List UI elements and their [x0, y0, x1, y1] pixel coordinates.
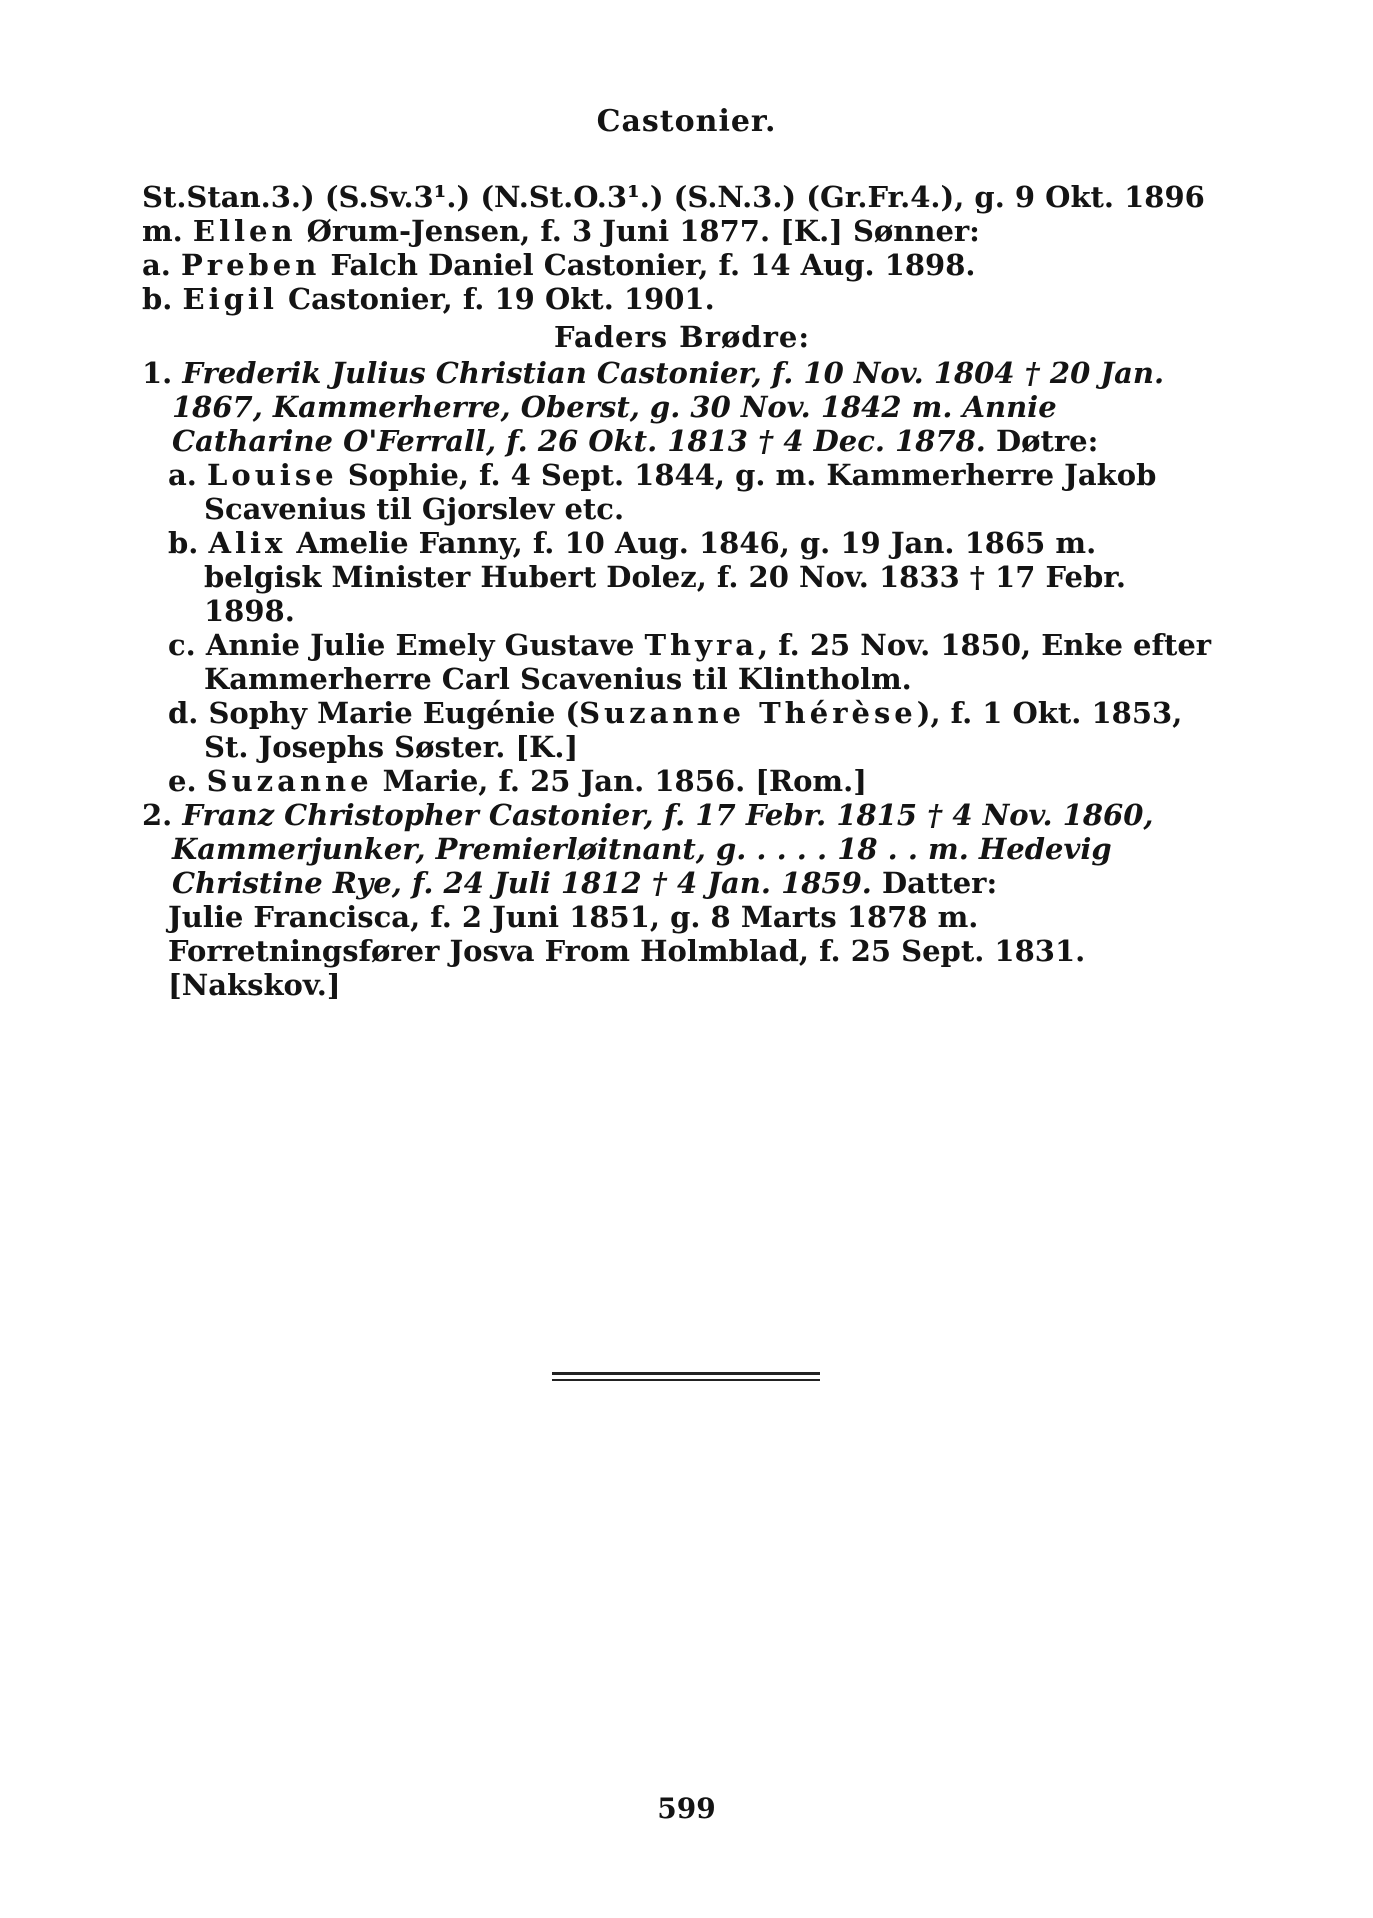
page-number: 599: [657, 1792, 716, 1825]
text-span: a.: [142, 248, 181, 282]
entry-number: 2.: [142, 798, 183, 832]
text-line: [142, 282, 1222, 316]
list-item: [142, 696, 1222, 764]
given-name: Alix: [208, 526, 287, 560]
section-divider: [552, 1372, 820, 1385]
given-name: Suzanne Thérèse: [579, 696, 917, 730]
divider-line: [552, 1379, 820, 1381]
page-title: Castonier.: [596, 104, 777, 139]
given-name: Eigil: [182, 282, 278, 316]
item-letter: d. Sophy Marie Eugénie (: [168, 696, 580, 730]
text-span: ), f. 1 Okt. 1853, St. Josephs Søster. [K.]: [204, 696, 1183, 764]
entry-number: 1.: [142, 356, 183, 390]
list-item: [142, 458, 1222, 526]
list-item: [142, 526, 1222, 628]
text-span: Sophie, f. 4 Sept. 1844, g. m. Kammerherre Jakob Scavenius til Gjorslev etc.: [204, 458, 1157, 526]
entry-paragraph: [142, 798, 1222, 900]
text-span: Amelie Fanny, f. 10 Aug. 1846, g. 19 Jan. 1865 m. belgisk Minister Hubert Dolez, f. 20 Nov. 1833 † 17 Febr. 1898.: [204, 526, 1126, 628]
text-span: Falch Daniel Castonier, f. 14 Aug. 1898.: [320, 248, 976, 282]
text-span: Ørum-Jensen, f. 3 Juni 1877. [K.] Sønner:: [296, 214, 980, 248]
text-span: Castonier, f. 19 Okt. 1901.: [277, 282, 715, 316]
given-name: Ellen: [192, 214, 297, 248]
genealogy-text: [142, 180, 1222, 1002]
text-line: St.Stan.3.) (S.Sv.3¹.) (N.St.O.3¹.) (S.N.3.) (Gr.Fr.4.), g. 9 Okt. 1896: [142, 180, 1205, 214]
given-name: Suzanne: [206, 764, 373, 798]
list-item: [142, 764, 1222, 798]
text-line: [142, 214, 1222, 248]
text-span: Døtre:: [985, 424, 1099, 458]
text-span: m.: [142, 214, 193, 248]
entry-italic: Frederik Julius Christian Castonier, f. 10 Nov. 1804 † 20 Jan. 1867, Kammerherre, Oberst, g. 30 Nov. 1842 m. Annie Catharine O'Ferrall, f. 26 Okt. 1813 † 4 Dec. 1878.: [172, 356, 1165, 458]
given-name: Thyra: [644, 628, 759, 662]
text-span: b.: [142, 282, 183, 316]
text-span: Datter:: [871, 866, 998, 900]
divider-line: [552, 1372, 820, 1375]
item-letter: c. Annie Julie Emely Gustave: [168, 628, 645, 662]
item-letter: a.: [168, 458, 207, 492]
item-letter: b.: [168, 526, 209, 560]
text-line: [142, 248, 1222, 282]
section-heading: Faders Brødre:: [553, 320, 811, 354]
entry-continuation: Julie Francisca, f. 2 Juni 1851, g. 8 Marts 1878 m. Forretningsfører Josva From Holmblad, f. 25 Sept. 1831. [Nakskov.]: [168, 900, 1086, 1002]
text-span: Marie, f. 25 Jan. 1856. [Rom.]: [372, 764, 867, 798]
item-letter: e.: [168, 764, 207, 798]
text-span: , f. 25 Nov. 1850, Enke efter Kammerherre Carl Scavenius til Klintholm.: [204, 628, 1212, 696]
entry-italic: Franz Christopher Castonier, f. 17 Febr. 1815 † 4 Nov. 1860, Kammerjunker, Premierløitnant, g. . . . . 18 . . m. Hedevig Christine Rye, f. 24 Juli 1812 † 4 Jan. 1859.: [172, 798, 1154, 900]
given-name: Preben: [180, 248, 321, 282]
list-item: [142, 628, 1222, 696]
entry-paragraph: [142, 356, 1222, 458]
given-name: Louise: [206, 458, 338, 492]
